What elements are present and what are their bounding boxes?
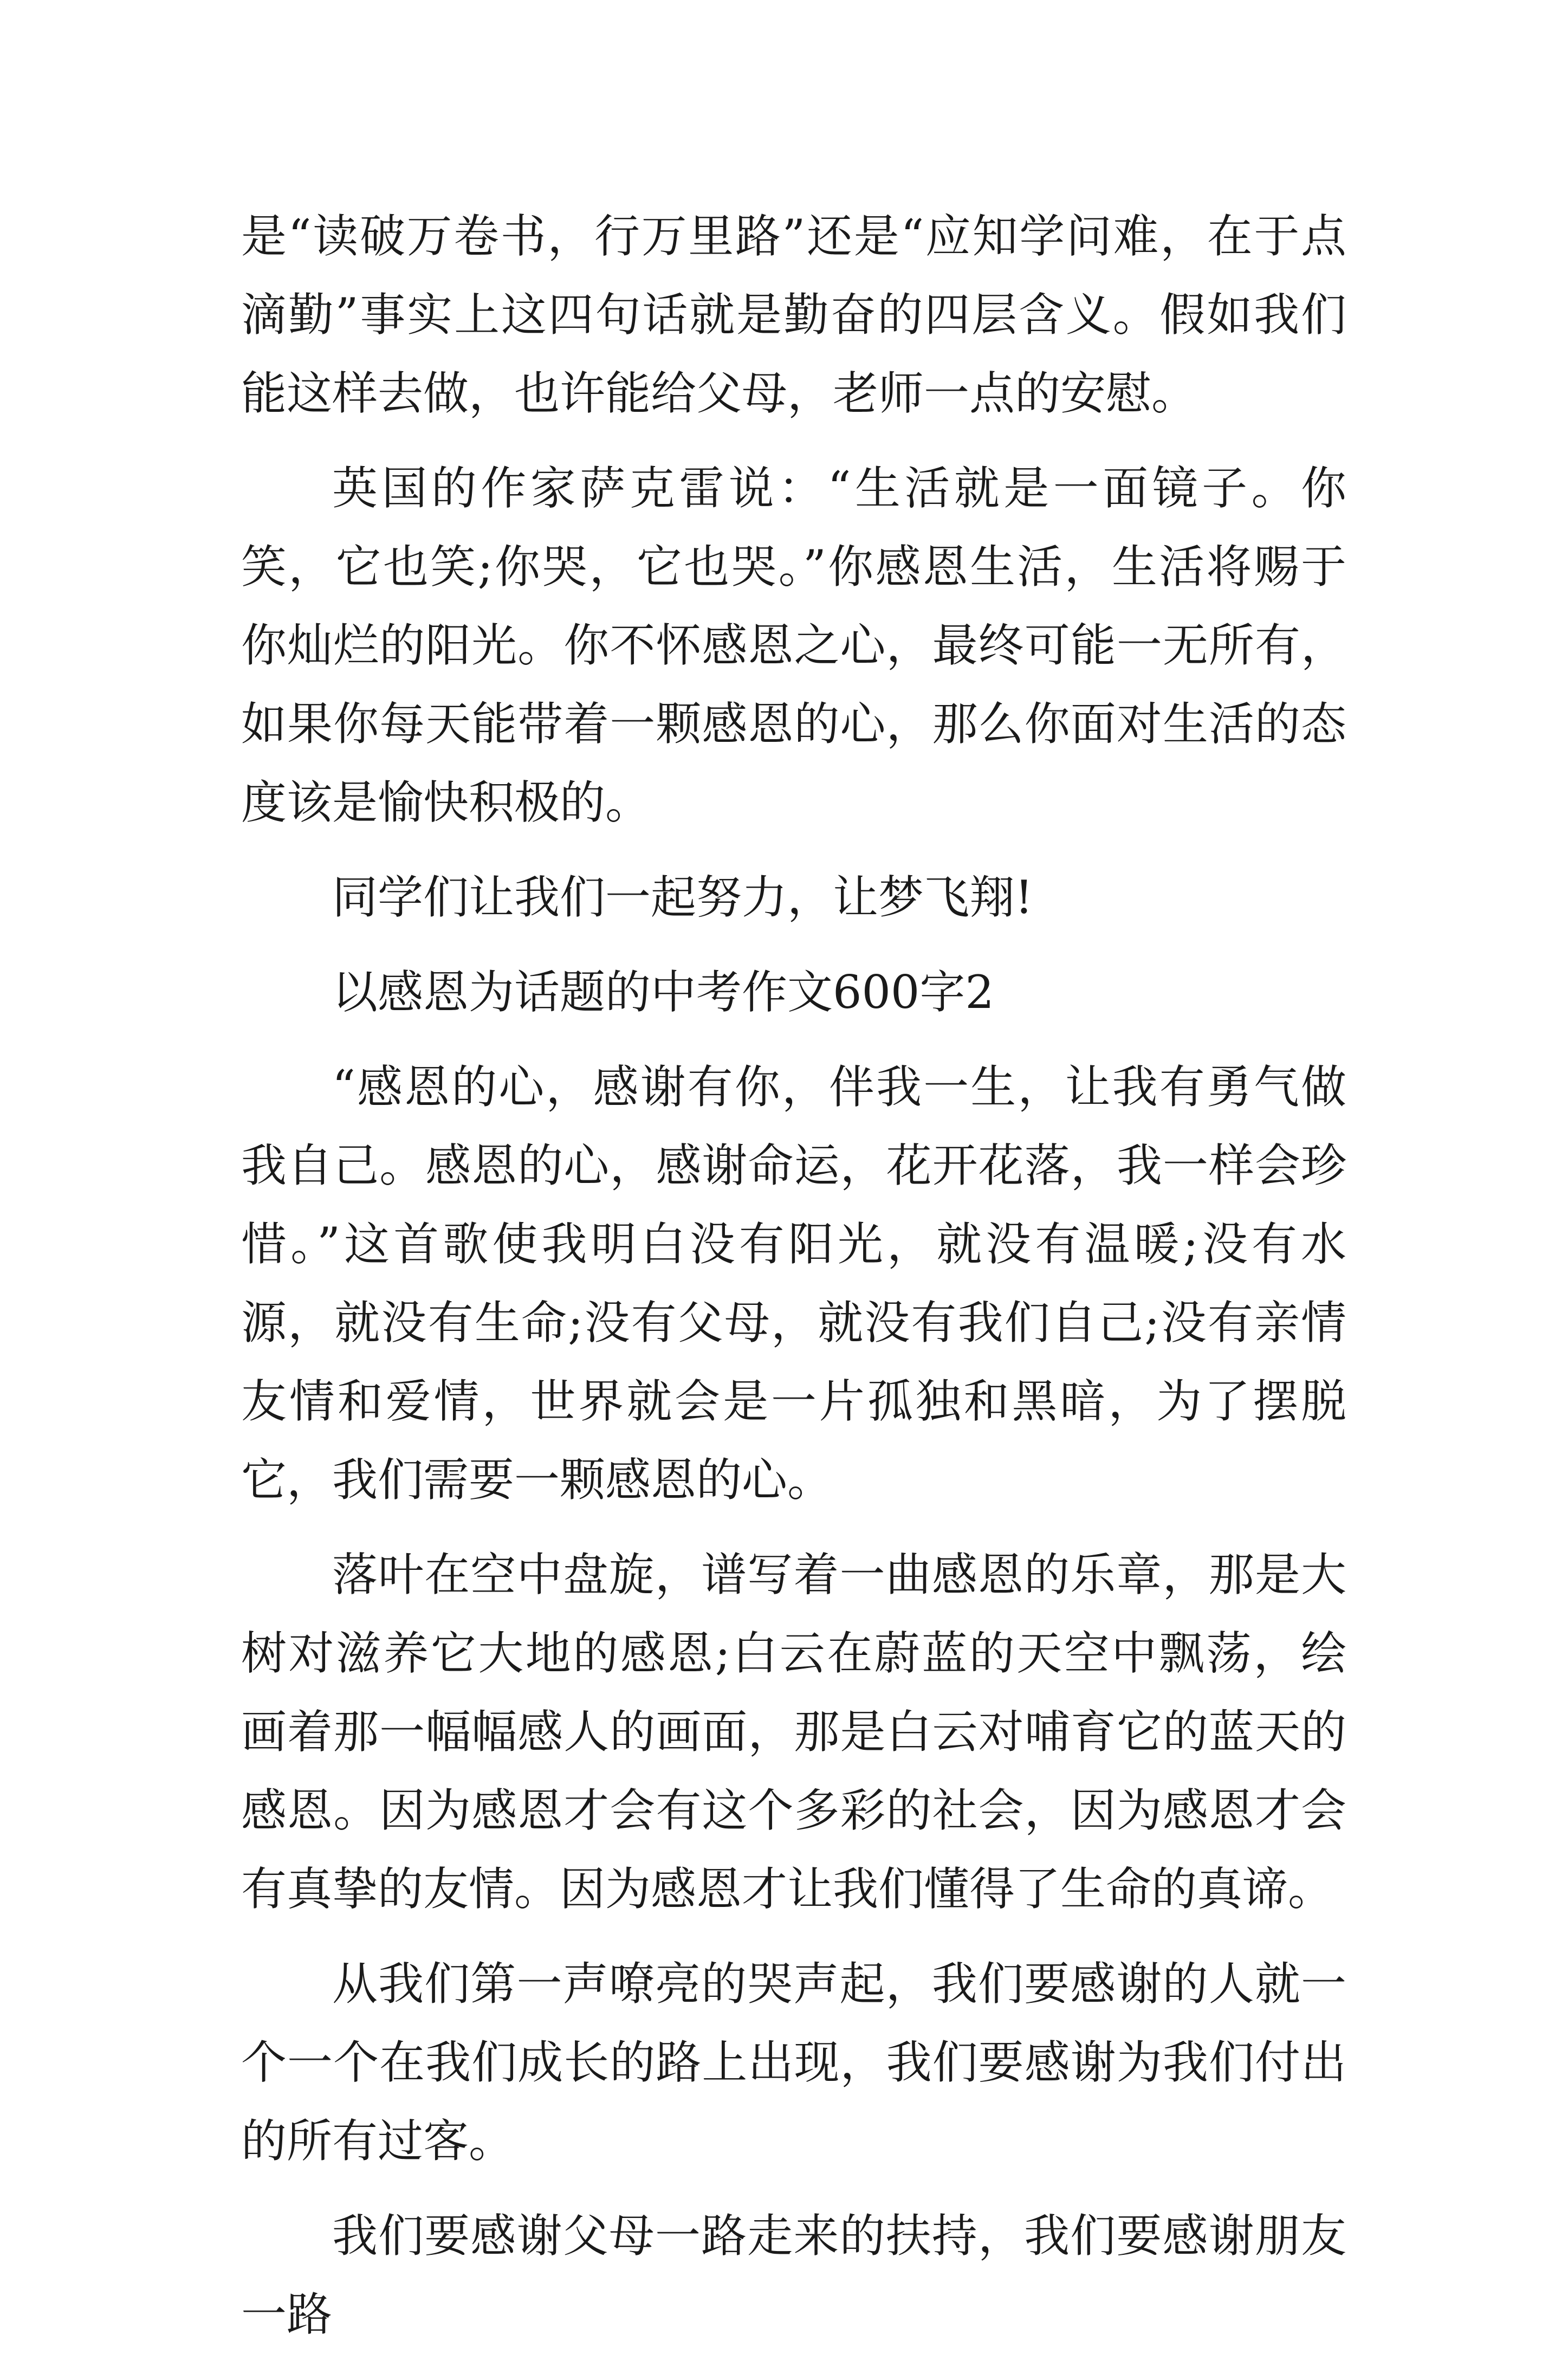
paragraph-3: 同学们让我们一起努力，让梦飞翔! bbox=[332, 871, 1033, 924]
paragraph-7: 我们要感谢父母一路走来的扶持，我们要感谢朋友一路 bbox=[241, 2209, 1346, 2341]
paragraph-2: 英国的作家萨克雷说：“生活就是一面镜子。你笑，它也笑;你哭，它也哭。”你感恩生活，生活将赐于你灿烂的阳光。你不怀感恩之心，最终可能一无所有，如果你每天能带着一颗感恩的心，那么你面对生活的态度该是愉快积极的。 bbox=[241, 462, 1346, 829]
paragraph-6: 从我们第一声嘹亮的哭声起，我们要感谢的人就一个一个在我们成长的路上出现，我们要感谢为我们付出的所有过客。 bbox=[241, 1957, 1346, 2168]
document-body bbox=[241, 197, 1346, 2354]
section-heading: 以感恩为话题的中考作文600字2 bbox=[332, 966, 994, 1019]
paragraph-5: 落叶在空中盘旋，谱写着一曲感恩的乐章，那是大树对滋养它大地的感恩;白云在蔚蓝的天空中飘荡，绘画着那一幅幅感人的画面，那是白云对哺育它的蓝天的感恩。因为感恩才会有这个多彩的社会，因为感恩才会有真挚的友情。因为感恩才让我们懂得了生命的真谛。 bbox=[241, 1548, 1346, 1916]
paragraph-1: 是“读破万卷书，行万里路”还是“应知学问难，在于点滴勤”事实上这四句话就是勤奋的四层含义。假如我们能这样去做，也许能给父母，老师一点的安慰。 bbox=[241, 210, 1346, 420]
paragraph-4: “感恩的心，感谢有你，伴我一生，让我有勇气做我自己。感恩的心，感谢命运，花开花落，我一样会珍惜。”这首歌使我明白没有阳光，就没有温暖;没有水源，就没有生命;没有父母，就没有我们自己;没有亲情友情和爱情，世界就会是一片孤独和黑暗，为了摆脱它，我们需要一颗感恩的心。 bbox=[241, 1060, 1346, 1506]
